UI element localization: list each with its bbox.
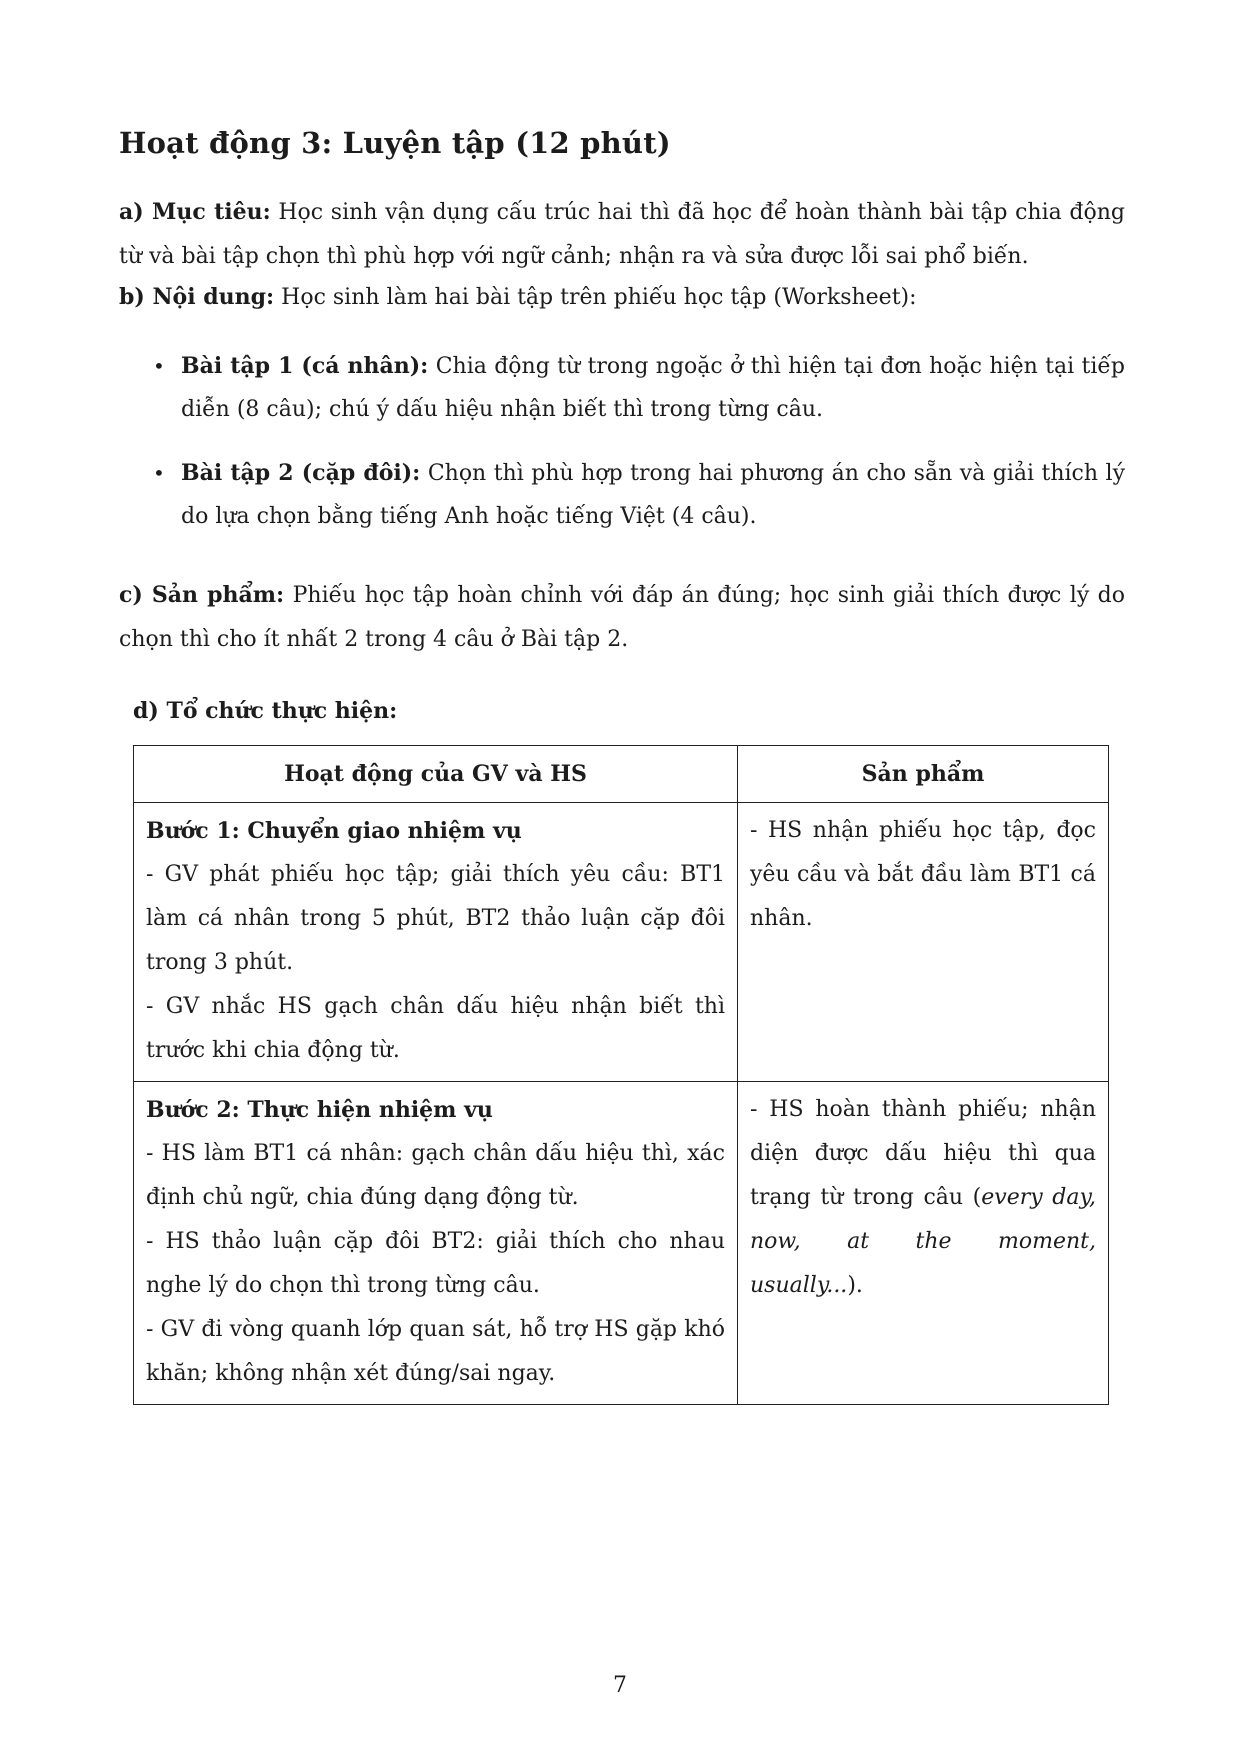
list-item-text: Chia động từ trong ngoặc ở thì hiện tại đơn hoặc hiện tại tiếp diễn (8 câu); chú ý dấu hiệu nhận biết thì trong từng câu. (181, 354, 1125, 422)
san-pham-paragraph (119, 573, 1125, 662)
muc-tieu-paragraph (119, 190, 1125, 279)
table-header-activity: Hoạt động của GV và HS (134, 746, 738, 803)
step-line: - HS thảo luận cặp đôi BT2: giải thích cho nhau nghe lý do chọn thì trong từng câu. (146, 1229, 725, 1298)
step-line: - HS làm BT1 cá nhân: gạch chân dấu hiệu thì, xác định chủ ngữ, chia đúng dạng động từ. (146, 1141, 725, 1210)
list-item-content (181, 345, 1125, 431)
step-title: Bước 1: Chuyển giao nhiệm vụ (146, 818, 522, 844)
muc-tieu-label: a) Mục tiêu: (119, 199, 271, 225)
list-item-text: Chọn thì phù hợp trong hai phương án cho sẵn và giải thích lý do lựa chọn bằng tiếng Anh hoặc tiếng Việt (4 câu). (181, 461, 1125, 529)
san-pham-text: Phiếu học tập hoàn chỉnh với đáp án đúng; học sinh giải thích được lý do chọn thì cho ít nhất 2 trong 4 câu ở Bài tập 2. (119, 583, 1125, 652)
table-header-product: Sản phẩm (738, 746, 1109, 803)
bullet-icon: • (153, 461, 165, 485)
activity-table (133, 745, 1109, 1405)
step-line: - GV đi vòng quanh lớp quan sát, hỗ trợ HS gặp khó khăn; không nhận xét đúng/sai ngay. (146, 1317, 725, 1386)
step-title: Bước 2: Thực hiện nhiệm vụ (146, 1097, 493, 1123)
list-item-label: Bài tập 1 (cá nhân): (181, 353, 429, 379)
bullet-icon: • (153, 354, 165, 378)
to-chuc-label: d) Tổ chức thực hiện: (133, 698, 398, 724)
product-text-italic: every day, now, at the moment, usually... (750, 1185, 1096, 1298)
product-text-suffix: ). (847, 1273, 863, 1298)
noi-dung-paragraph (119, 275, 1125, 320)
list-item-label: Bài tập 2 (cặp đôi): (181, 460, 421, 486)
table-row (134, 1082, 1109, 1405)
step-line: - GV nhắc HS gạch chân dấu hiệu nhận biết thì trước khi chia động từ. (146, 994, 725, 1063)
san-pham-label: c) Sản phẩm: (119, 582, 285, 608)
page-number: 7 (613, 1673, 627, 1698)
list-item (119, 345, 1125, 431)
table-header-row (134, 746, 1109, 803)
table-row (134, 803, 1109, 1082)
product-text-prefix: - HS hoàn thành phiếu; nhận diện được dấu hiệu thì qua trạng từ trong câu ( (750, 1097, 1096, 1210)
step-line: - GV phát phiếu học tập; giải thích yêu cầu: BT1 làm cá nhân trong 5 phút, BT2 thảo luận cặp đôi trong 3 phút. (146, 862, 725, 975)
muc-tieu-text: Học sinh vận dụng cấu trúc hai thì đã học để hoàn thành bài tập chia động từ và bài tập chọn thì phù hợp với ngữ cảnh; nhận ra và sửa được lỗi sai phổ biến. (119, 200, 1125, 269)
list-item (119, 452, 1125, 538)
product-text: - HS nhận phiếu học tập, đọc yêu cầu và bắt đầu làm BT1 cá nhân. (750, 818, 1096, 931)
table-cell-product (738, 803, 1109, 1082)
noi-dung-text: Học sinh làm hai bài tập trên phiếu học tập (Worksheet): (281, 285, 917, 310)
noi-dung-label: b) Nội dung: (119, 284, 275, 310)
table-cell-product (738, 1082, 1109, 1405)
list-item-content (181, 452, 1125, 538)
section-heading: Hoạt động 3: Luyện tập (12 phút) (119, 126, 671, 160)
table-cell-activity (134, 803, 738, 1082)
table-cell-activity (134, 1082, 738, 1405)
